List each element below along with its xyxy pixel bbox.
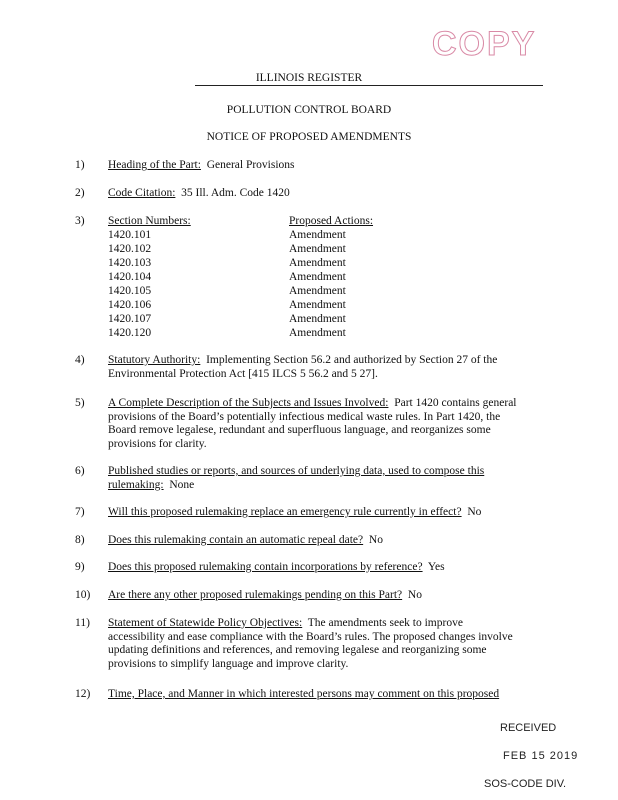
item-11-line3: updating definitions and references, and removing legalese and reorganizing some	[108, 644, 487, 656]
item-6-value: None	[169, 478, 195, 491]
item-5	[108, 397, 528, 451]
item-1-number: 1)	[75, 159, 85, 171]
section-number: 1420.105	[108, 285, 152, 297]
item-5-line4: provisions for clarity.	[108, 437, 207, 450]
item-9-label: Does this proposed rulemaking contain incorporations by reference?	[108, 561, 423, 573]
section-number: 1420.107	[108, 313, 152, 325]
section-number: 1420.104	[108, 271, 152, 283]
item-2-value: 35 Ill. Adm. Code 1420	[181, 187, 290, 199]
item-2	[108, 187, 528, 201]
item-6-label-line1: Published studies or reports, and sources of underlying data, used to compose this	[108, 465, 485, 477]
item-2-number: 2)	[75, 187, 85, 199]
proposed-action: Amendment	[289, 327, 346, 339]
copy-stamp: COPY	[432, 25, 537, 63]
item-4	[108, 354, 528, 381]
item-5-line2: provisions of the Board’s potentially infectious medical waste rules. In Part 1420, the	[108, 410, 501, 423]
register-header: ILLINOIS REGISTER	[255, 72, 363, 84]
item-6-label-line2: rulemaking:	[108, 478, 164, 491]
item-4-label: Statutory Authority:	[108, 354, 201, 366]
section-number: 1420.120	[108, 327, 152, 339]
notice-title: NOTICE OF PROPOSED AMENDMENTS	[206, 131, 412, 143]
item-7-number: 7)	[75, 506, 85, 518]
item-11-line1: The amendments seek to improve	[307, 617, 463, 629]
item-12-number: 12)	[75, 688, 91, 700]
proposed-actions-header: Proposed Actions:	[289, 215, 374, 227]
item-7-value: No	[467, 506, 482, 518]
item-11-number: 11)	[75, 617, 90, 629]
item-9-number: 9)	[75, 561, 85, 573]
item-1	[108, 159, 528, 173]
item-10-number: 10)	[75, 589, 91, 601]
proposed-action: Amendment	[289, 229, 346, 241]
proposed-action: Amendment	[289, 285, 346, 297]
section-numbers-header: Section Numbers:	[108, 215, 191, 227]
item-11	[108, 617, 528, 671]
item-3-number: 3)	[75, 215, 85, 227]
proposed-action: Amendment	[289, 257, 346, 269]
proposed-action: Amendment	[289, 313, 346, 325]
item-11-label: Statement of Statewide Policy Objectives:	[108, 617, 303, 629]
item-8-value: No	[368, 534, 383, 546]
item-5-line3: Board remove legalese, redundant and superfluous language, and reorganizes some	[108, 424, 491, 436]
received-stamp-date: FEB 15 2019	[503, 750, 579, 762]
board-title: POLLUTION CONTROL BOARD	[226, 104, 392, 116]
proposed-action: Amendment	[289, 243, 346, 255]
proposed-action: Amendment	[289, 271, 346, 283]
proposed-action: Amendment	[289, 299, 346, 311]
item-2-label: Code Citation:	[108, 187, 176, 199]
item-5-label: A Complete Description of the Subjects and Issues Involved:	[108, 397, 389, 409]
item-11-line2: accessibility and ease compliance with the Board’s rules. The proposed changes involve	[108, 630, 513, 643]
item-5-line1: Part 1420 contains general	[394, 397, 517, 409]
item-6-number: 6)	[75, 465, 85, 477]
item-12-label: Time, Place, and Manner in which interested persons may comment on this proposed	[108, 688, 500, 700]
item-9	[108, 561, 528, 575]
received-stamp-word: RECEIVED	[500, 722, 557, 734]
item-8-label: Does this rulemaking contain an automatic repeal date?	[108, 534, 364, 546]
item-1-label: Heading of the Part:	[108, 159, 201, 171]
header-rule	[195, 85, 543, 86]
item-7-label: Will this proposed rulemaking replace an emergency rule currently in effect?	[108, 506, 462, 518]
item-10-value: No	[407, 589, 422, 601]
item-10-label: Are there any other proposed rulemakings pending on this Part?	[108, 589, 403, 601]
item-1-value: General Provisions	[206, 159, 295, 171]
item-11-line4: provisions to simplify language and improve clarity.	[108, 657, 349, 670]
item-12	[108, 688, 528, 702]
section-number: 1420.102	[108, 243, 152, 255]
item-7	[108, 506, 528, 520]
section-number: 1420.103	[108, 257, 152, 269]
item-4-line2: Environmental Protection Act [415 ILCS 5 56.2 and 5 27].	[108, 367, 378, 380]
item-4-line1: Implementing Section 56.2 and authorized by Section 27 of the	[206, 354, 498, 366]
item-9-value: Yes	[427, 561, 445, 573]
item-6	[108, 465, 528, 492]
item-10	[108, 589, 528, 603]
item-4-number: 4)	[75, 354, 85, 366]
section-number: 1420.101	[108, 229, 152, 241]
item-8-number: 8)	[75, 534, 85, 546]
item-8	[108, 534, 528, 548]
section-number: 1420.106	[108, 299, 152, 311]
received-stamp-division: SOS-CODE DIV.	[484, 778, 567, 790]
item-5-number: 5)	[75, 397, 85, 409]
